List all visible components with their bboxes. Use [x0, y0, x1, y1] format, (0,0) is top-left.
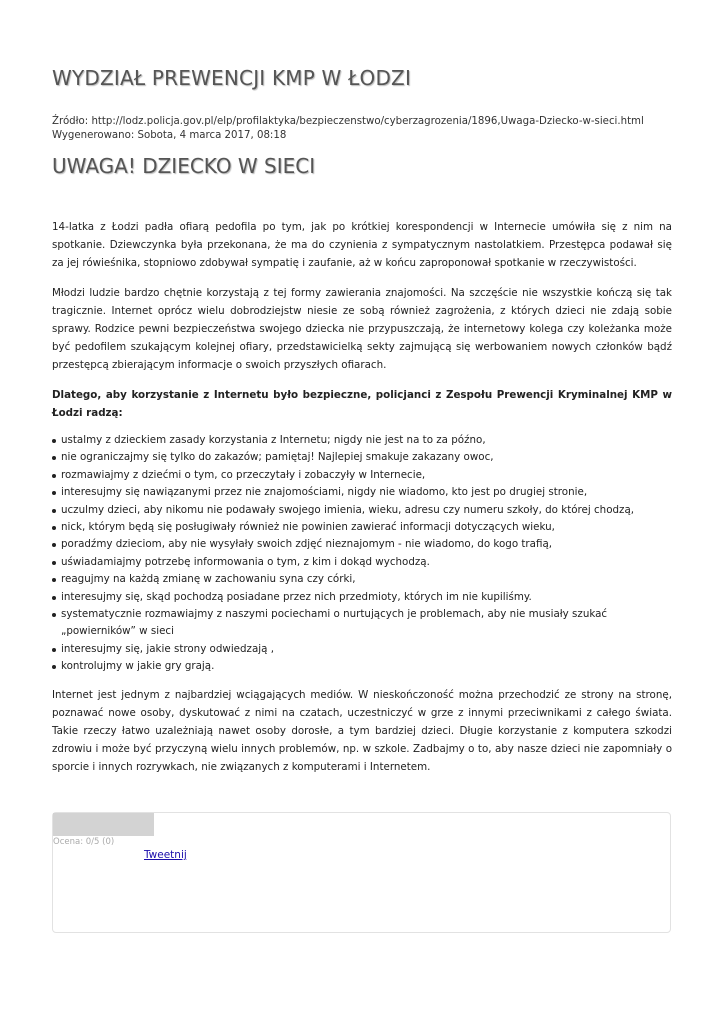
advice-list-item: uczulmy dzieci, aby nikomu nie podawały swojego imienia, wieku, adresu czy numeru szkoły, do której chodzą, [52, 502, 672, 519]
advice-list-item: rozmawiajmy z dziećmi o tym, co przeczytały i zobaczyły w Internecie, [52, 467, 672, 484]
advice-list-item: nie ograniczajmy się tylko do zakazów; pamiętaj! Najlepiej smakuje zakazany owoc, [52, 449, 672, 466]
article-title: UWAGA! DZIECKO W SIECI [52, 154, 316, 178]
source-line: Źródło: http://lodz.policja.gov.pl/elp/profilaktyka/bezpieczenstwo/cyberzagrozenia/1896,Uwaga-Dziecko-w-sieci.html [52, 116, 644, 127]
advice-list-item: interesujmy się nawiązanymi przez nie znajomościami, nigdy nie wiadomo, kto jest po drugiej stronie, [52, 484, 672, 501]
generated-line: Wygenerowano: Sobota, 4 marca 2017, 08:18 [52, 130, 287, 141]
advice-list-item: poradźmy dzieciom, aby nie wysyłały swoich zdjęć nieznajomym - nie wiadomo, do kogo trafią, [52, 536, 672, 553]
closing-paragraph: Internet jest jednym z najbardziej wciągających mediów. W nieskończoność można przechodzić ze strony na stronę, poznawać nowe osoby, dyskutować z nimi na czatach, uczestniczyć w grze z innymi przeciwnikami z całego świata. Takie rzeczy łatwo uzależniają nawet osoby dorosłe, a tym bardziej dzieci. Długie korzystanie z komputera szkodzi zdrowiu i może być przyczyną wielu innych problemów, np. w szkole. Zadbajmy o to, aby nasze dzieci nie zapomniały o sporcie i innych rozrywkach, nie związanych z komputerami i Internetem. [52, 688, 672, 773]
advice-list-item: reagujmy na każdą zmianę w zachowaniu syna czy córki, [52, 571, 672, 588]
article-content [52, 218, 672, 788]
advice-list-item: ustalmy z dzieckiem zasady korzystania z Internetu; nigdy nie jest na to za późno, [52, 432, 672, 449]
advice-list-item: kontrolujmy w jakie gry grają. [52, 658, 672, 675]
advice-list-item: nick, którym będą się posługiwały również nie powinien zawierać informacji dotyczących wieku, [52, 519, 672, 536]
advice-list-item: interesujmy się, skąd pochodzą posiadane przez nich przedmioty, których im nie kupiliśmy. [52, 589, 672, 606]
rating-bar[interactable] [53, 813, 154, 836]
advice-list-item: systematycznie rozmawiajmy z naszymi pociechami o nurtujących je problemach, aby nie musiały szukać „powierników” w sieci [52, 606, 672, 641]
rating-label: Ocena: 0/5 (0) [53, 837, 115, 847]
document-meta [52, 115, 644, 143]
site-title: WYDZIAŁ PREWENCJI KMP W ŁODZI [52, 66, 412, 90]
rating-share-box [52, 812, 671, 933]
article-paragraph: 14-latka z Łodzi padła ofiarą pedofila po tym, jak po krótkiej korespondencji w Internecie umówiła się z nim na spotkanie. Dziewczynka była przekonana, że ma do czynienia z sympatycznym nastolatkiem. Przestępca podawał się za jej rówieśnika, stopniowo zdobywał sympatię i zaufanie, aż w końcu zaproponował spotkanie w rzeczywistości. [52, 221, 672, 269]
advice-list-item: interesujmy się, jakie strony odwiedzają , [52, 641, 672, 658]
article-paragraph: Młodzi ludzie bardzo chętnie korzystają z tej formy zawierania znajomości. Na szczęście nie wszystkie kończą się tak tragicznie. Internet oprócz wielu dobrodziejstw niesie ze sobą również zagrożenia, z których dzieci nie zdają sobie sprawy. Rodzice pewni bezpieczeństwa swojego dziecka nie przypuszczają, że internetowy kolega czy koleżanka może być pedofilem szukającym kolejnej ofiary, przedstawicielką sekty zajmującą się werbowaniem nowych członków bądź przestępcą zbierającym informacje o swoich przyszłych ofiarach. [52, 287, 672, 371]
tweet-link[interactable]: Tweetnij [144, 849, 187, 861]
advice-intro: Dlatego, aby korzystanie z Internetu było bezpieczne, policjanci z Zespołu Prewencji Kryminalnej KMP w Łodzi radzą: [52, 389, 672, 419]
advice-list [52, 432, 672, 676]
advice-list-item: uświadamiajmy potrzebę informowania o tym, z kim i dokąd wychodzą. [52, 554, 672, 571]
